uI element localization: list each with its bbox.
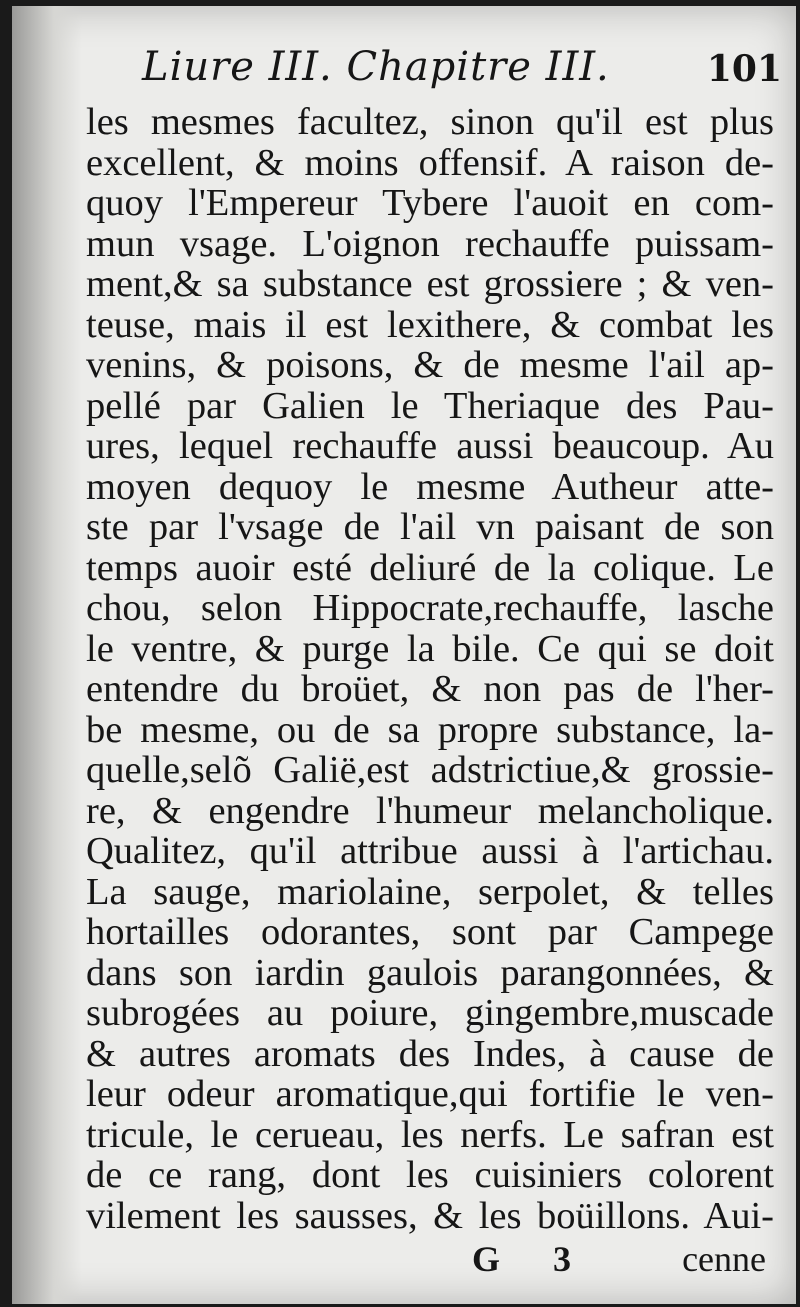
text-line: le ventre, & purge la bile. Ce qui se doit [86, 627, 774, 670]
book-page [12, 6, 796, 1304]
text-line: Qualitez, qu'il attribue aussi à l'artichau. [86, 830, 774, 872]
text-line: quelle,selõ Galië,est adstrictiue,& grossie- [86, 749, 774, 791]
text-line: entendre du broüet, & non pas de l'her- [86, 668, 774, 710]
catchword: cenne [682, 1239, 766, 1279]
text-line: teuse, mais il est lexithere, & combat les [86, 303, 774, 346]
text-line: re, & engendre l'humeur melancholique. [86, 789, 774, 832]
body-text [86, 102, 774, 1236]
text-line: La sauge, mariolaine, serpolet, & telles [86, 870, 774, 913]
text-line: subrogées au poiure, gingembre,muscade [86, 992, 774, 1034]
text-line: les mesmes facultez, sinon qu'il est plus [86, 101, 774, 143]
text-line: mun vsage. L'oignon rechauffe puissam- [86, 222, 774, 265]
running-title: Liure III. Chapitre III. [142, 44, 610, 90]
text-line: chou, selon Hippocrate,rechauffe, lasche [86, 587, 774, 629]
text-line: pellé par Galien le Theriaque des Pau- [86, 384, 774, 427]
text-line: & autres aromats des Indes, à cause de [86, 1032, 774, 1075]
text-line: ures, lequel rechauffe aussi beaucoup. Au [86, 425, 774, 467]
page-number: 101 [706, 48, 782, 90]
text-line: dans son iardin gaulois parangonnées, & [86, 951, 774, 994]
running-header [142, 44, 782, 94]
text-line: venins, & poisons, & de mesme l'ail ap- [86, 344, 774, 386]
text-line: de ce rang, dont les cuisiniers colorent [86, 1154, 774, 1196]
text-line: excellent, & moins offensif. A raison de- [86, 141, 774, 184]
text-line: tricule, le cerueau, les nerfs. Le safran est [86, 1113, 774, 1156]
text-line: be mesme, ou de sa propre substance, la- [86, 708, 774, 751]
text-line: ment,& sa substance est grossiere ; & ven- [86, 263, 774, 305]
text-line: quoy l'Empereur Tybere l'auoit en com- [86, 182, 774, 224]
page-footer [12, 1238, 796, 1282]
text-line: ste par l'vsage de l'ail vn paisant de son [86, 506, 774, 548]
text-line: hortailles odorantes, sont par Campege [86, 911, 774, 953]
text-line: vilement les sausses, & les boüillons. Aui- [86, 1194, 774, 1237]
text-line: temps auoir esté deliuré de la colique. Le [86, 546, 774, 589]
signature-mark: G 3 [472, 1239, 594, 1279]
page-gutter-shadow [12, 6, 82, 1304]
text-line: moyen dequoy le mesme Autheur atte- [86, 465, 774, 508]
text-line: leur odeur aromatique,qui fortifie le ven- [86, 1073, 774, 1115]
